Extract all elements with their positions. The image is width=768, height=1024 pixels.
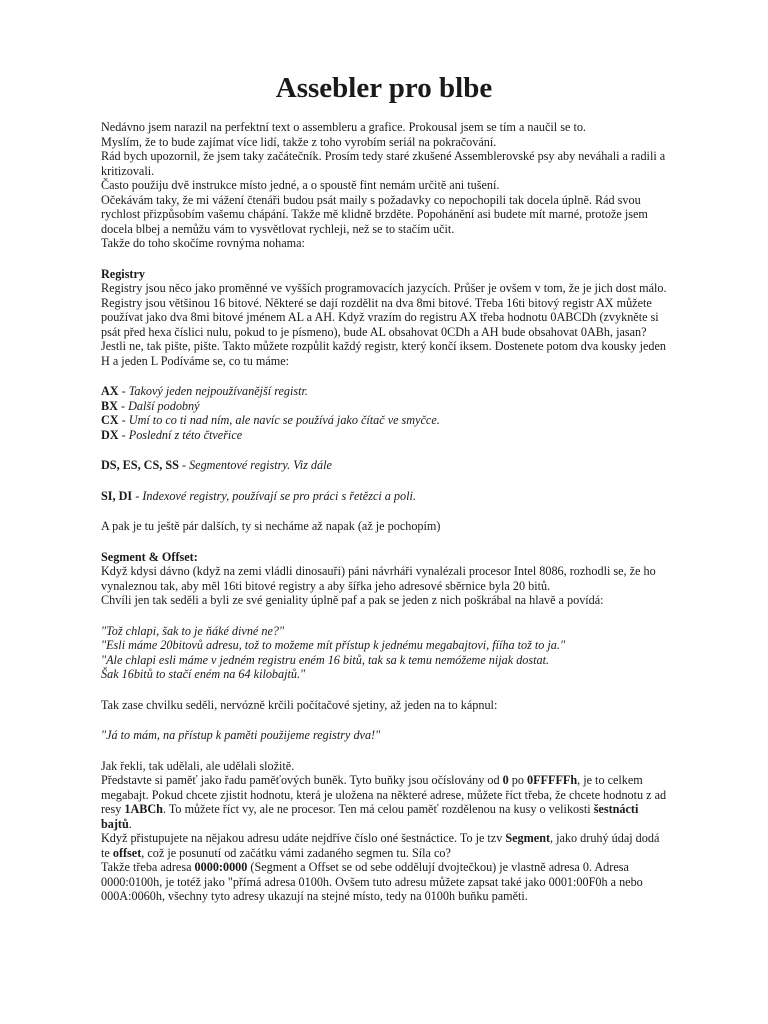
address-example-paragraph xyxy=(101,860,671,904)
separator: - xyxy=(117,398,129,413)
register-item-ax xyxy=(101,384,671,399)
text-run: Takže třeba adresa xyxy=(101,860,195,874)
separator: - xyxy=(118,427,129,442)
register-name: SI, DI xyxy=(101,488,133,503)
register-desc: Takový jeden nejpoužívanější registr. xyxy=(128,384,308,398)
segment-paragraph: Tak zase chvilku seděli, nervózně krčili počítačové sjetiny, až jeden na to kápnul: xyxy=(101,697,498,712)
intro-paragraph: Často použiju dvě instrukce místo jedné, a o spoustě fint nemám určitě ani tušení. xyxy=(101,178,500,192)
register-desc: Segmentové registry. Viz dále xyxy=(189,458,332,472)
bold-run: šestnácti bajtů xyxy=(101,802,639,831)
bold-run: 0FFFFFh xyxy=(527,773,578,787)
intro-paragraph: Myslím, že to bude zajímat více lidí, takže z toho vyrobím seriál na pokračování. xyxy=(101,134,497,149)
text-run: , což je posunutí od začátku vámi zadaného segmen tu. Síla co? xyxy=(141,845,451,860)
text-run: , je to celkem megabajt. Pokud chcete zjistit hodnotu, která je uložena na některé adrese, můžete říct třeba, že chcete hodnotu z ad resy xyxy=(101,773,667,816)
quote-line: "Já to mám, na přístup k paměti použijeme registry dva!" xyxy=(101,728,381,742)
text-run: po xyxy=(508,773,528,787)
register-desc: Další podobný xyxy=(128,398,200,413)
register-item-bx xyxy=(101,399,671,414)
intro-paragraph: Rád bych upozornil, že jsem taky začátečník. Prosím tedy staré zkušené Assemblerovské psy aby neváhali a radili a kritizovali. xyxy=(101,149,666,178)
intro-paragraph: Nedávno jsem narazil na perfektní text o assembleru a grafice. Prokousal jsem se tím a naučil se to. xyxy=(101,120,586,134)
register-item-cx xyxy=(101,413,671,428)
quote-line: "Esli máme 20bitovů adresu, tož to možeme mít přístup k jednému megabajtovi, fííha tož to ja." xyxy=(101,638,566,652)
bold-run: offset xyxy=(112,845,142,860)
intro-paragraph: Očekávám taky, že mi vážení čtenáři budou psát maily s požadavky co nepochopili tak docela úplně. Rád svou rychlost přizpůsobím vašemu chápání. Takže mě klidně brzděte. Popohánění asi budete mít marné, protože jsem docela blbej a nemůžu vám to vysvětlovat rychleji, než se to stačím učit. xyxy=(101,192,648,236)
bold-run: 0000:0000 xyxy=(194,860,248,874)
segment-paragraph: Jak řekli, tak udělali, ale udělali složitě. xyxy=(101,758,295,773)
text-run: Když přistupujete na nějakou adresu udáte nejdříve číslo oné šestnáctice. To je tzv xyxy=(101,831,506,845)
document-body xyxy=(101,120,671,904)
quote-line: "Ale chlapi esli máme v jedném registru eném 16 bitů, tak sa k temu nemóžeme nijak dostat. xyxy=(101,652,550,667)
quote-line: Šak 16bitů to stačí eném na 64 kilobajtů." xyxy=(101,667,306,681)
register-item-dx xyxy=(101,428,671,443)
register-name: BX xyxy=(101,398,118,413)
text-run: . To můžete říct vy, ale ne procesor. Ten má celou paměť rozdělenou na kusy o velikosti xyxy=(162,802,594,816)
text-run: . xyxy=(128,816,132,831)
section-heading-registry: Registry xyxy=(101,266,145,281)
register-desc: Poslední z této čtveřice xyxy=(128,427,243,442)
more-registers-note: A pak je tu ještě pár dalších, ty si necháme až napak (až je pochopím) xyxy=(101,519,441,533)
register-item-segment xyxy=(101,458,671,473)
section-heading-segment: Segment & Offset: xyxy=(101,549,198,564)
text-run: , jako druhý údaj dodá te xyxy=(101,831,660,860)
register-name: DS, ES, CS, SS xyxy=(101,458,179,472)
memory-paragraph xyxy=(101,773,671,831)
register-desc: Umí to co ti nad ním, ale navíc se používá jako čítač ve smyčce. xyxy=(128,413,440,427)
page-title: Assebler pro blbe xyxy=(275,72,493,104)
segment-paragraph: Když kdysi dávno (když na zemi vládli dinosauři) páni návrháři vynalézali procesor Intel 8086, rozhodli se, že ho vynaleznou tak, aby měl 16ti bitové registry a aby šířka jeho adresové sběrnice byla 20 bitů. xyxy=(101,564,656,593)
register-name: DX xyxy=(101,427,119,442)
text-run: Představte si paměť jako řadu paměťových buněk. Tyto buňky jsou očíslovány od xyxy=(101,773,503,787)
segment-paragraph: Chvíli jen tak seděli a byli ze své geniality úplně paf a pak se jeden z nich poškrábal na hlavě a povídá: xyxy=(101,593,604,607)
register-name: CX xyxy=(101,413,119,427)
register-desc: Indexové registry, používají se pro práci s řetězci a poli. xyxy=(142,488,416,503)
quote-line: "Tož chlapi, šak to je ňáké divné ne?" xyxy=(101,623,285,638)
text-run: (Segment a Offset se od sebe oddělují dvojtečkou) je vlastně adresa 0. Adresa 0000:0100h, je totéž jako "přímá adresa 0100h. Ovšem tuto adresu můžete zapsat také jako 0001:00F0h a nebo 000A:0060h, všechny tyto adresy ukazují na stejné místo, tedy na 0100h buňku paměti. xyxy=(101,860,643,903)
bold-run: 0 xyxy=(502,773,509,787)
separator: - xyxy=(118,384,129,398)
separator: - xyxy=(178,458,190,472)
register-name: AX xyxy=(101,384,119,398)
bold-run: Segment xyxy=(505,831,551,845)
separator: - xyxy=(132,488,143,503)
segment-offset-paragraph xyxy=(101,831,671,860)
register-item-index xyxy=(101,489,671,504)
intro-paragraph: Takže do toho skočíme rovnýma nohama: xyxy=(101,236,305,250)
registry-paragraph: Registry jsou něco jako proměnné ve vyšších programovacích jazycích. Průšer je ovšem v tom, že je jich dost málo. Registry jsou většinou 16 bitové. Některé se dají rozdělit na dva 8mi bitové. Třeba 16ti bitový registr AX můžete používat jako dva 8mi bitové jménem AL a AH. Když vrazím do registru AX třeba hodnotu 0ABCDh (zvykněte si psát před hexa číslici nulu, pokud to je písmeno), bude AL obsahovat 0CDh a AH bude obsahovat 0ABh, jasan? Jestli ne, tak pište, pište. Takto můžete rozpůlit každý registr, který končí iksem. Dostenete potom dva kousky jeden H a jeden L Podíváme se, co tu máme: xyxy=(101,281,667,368)
separator: - xyxy=(118,413,129,427)
bold-run: 1ABCh xyxy=(124,802,163,816)
